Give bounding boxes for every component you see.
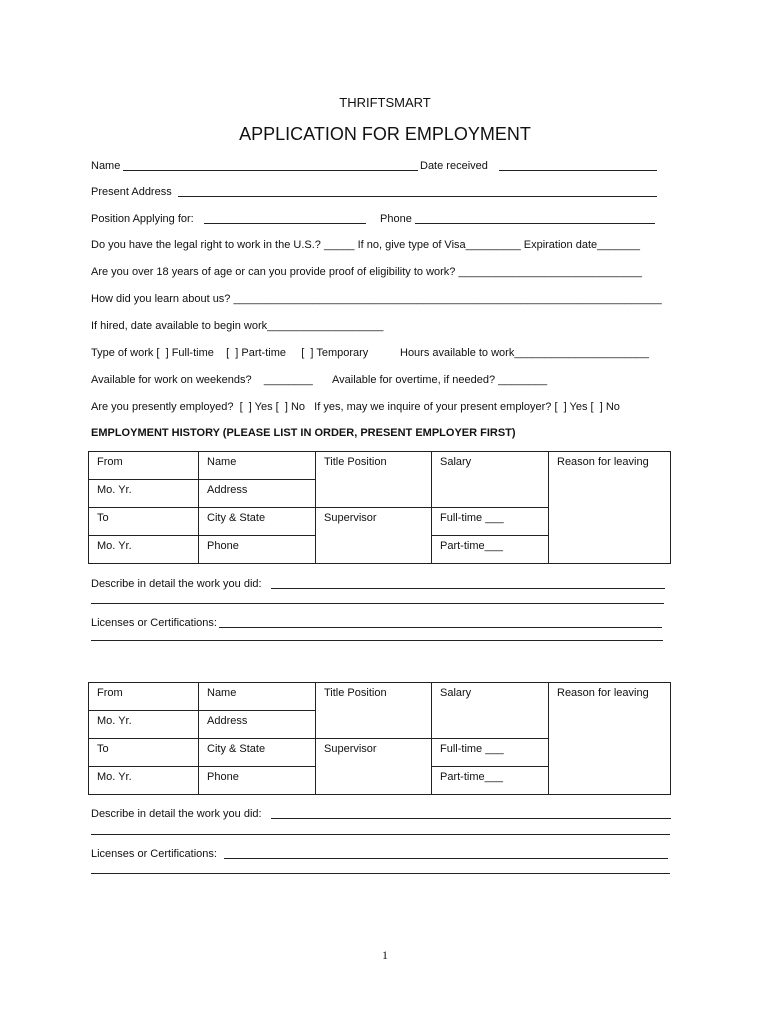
- part-time-cell[interactable]: Part-time___: [432, 767, 549, 795]
- supervisor-cell[interactable]: Supervisor: [316, 508, 432, 564]
- position-label: Position Applying for:: [91, 213, 194, 225]
- over-18-question[interactable]: Are you over 18 years of age or can you provide proof of eligibility to work? ______________________________: [91, 266, 643, 278]
- licenses-field[interactable]: [219, 627, 662, 628]
- describe-work-line[interactable]: [91, 603, 664, 604]
- from-mo-yr-cell[interactable]: Mo. Yr.: [89, 711, 199, 739]
- address-cell[interactable]: Address: [199, 711, 316, 739]
- phone-label: Phone: [380, 213, 412, 225]
- to-mo-yr-cell[interactable]: Mo. Yr.: [89, 536, 199, 564]
- describe-work-label: Describe in detail the work you did:: [91, 808, 262, 820]
- position-field[interactable]: [204, 223, 366, 224]
- to-mo-yr-cell[interactable]: Mo. Yr.: [89, 767, 199, 795]
- learn-about-question[interactable]: How did you learn about us? ______________________________________________________________________: [91, 293, 662, 305]
- name-label: Name: [91, 160, 121, 172]
- full-time-cell[interactable]: Full-time ___: [432, 739, 549, 767]
- overtime-question[interactable]: Available for overtime, if needed? ________: [332, 374, 548, 386]
- form-title: APPLICATION FOR EMPLOYMENT: [239, 124, 531, 144]
- to-cell[interactable]: To: [89, 739, 199, 767]
- employment-history-table-1: [88, 451, 671, 564]
- describe-work-field[interactable]: [271, 588, 665, 589]
- employer-name-cell[interactable]: Name: [199, 452, 316, 480]
- date-received-label: Date received: [420, 160, 488, 172]
- page-number: 1: [382, 948, 388, 962]
- licenses-label: Licenses or Certifications:: [91, 848, 217, 860]
- part-time-cell[interactable]: Part-time___: [432, 536, 549, 564]
- phone-field[interactable]: [415, 223, 655, 224]
- from-cell[interactable]: From: [89, 683, 199, 711]
- reason-for-leaving-cell[interactable]: Reason for leaving: [549, 452, 671, 564]
- weekends-question[interactable]: Available for work on weekends? ________: [91, 374, 313, 386]
- employer-phone-cell[interactable]: Phone: [199, 536, 316, 564]
- present-address-field[interactable]: [178, 196, 657, 197]
- describe-work-field[interactable]: [271, 818, 671, 819]
- hours-available-field[interactable]: Hours available to work______________________: [400, 347, 649, 359]
- from-cell[interactable]: From: [89, 452, 199, 480]
- date-available-question[interactable]: If hired, date available to begin work___________________: [91, 320, 384, 332]
- present-address-label: Present Address: [91, 186, 172, 198]
- reason-for-leaving-cell[interactable]: Reason for leaving: [549, 683, 671, 795]
- full-time-cell[interactable]: Full-time ___: [432, 508, 549, 536]
- city-state-cell[interactable]: City & State: [199, 739, 316, 767]
- date-received-field[interactable]: [499, 170, 657, 171]
- describe-work-line[interactable]: [91, 834, 670, 835]
- employer-name-cell[interactable]: Name: [199, 683, 316, 711]
- city-state-cell[interactable]: City & State: [199, 508, 316, 536]
- title-position-cell[interactable]: Title Position: [316, 683, 432, 739]
- to-cell[interactable]: To: [89, 508, 199, 536]
- salary-cell[interactable]: Salary: [432, 452, 549, 508]
- salary-cell[interactable]: Salary: [432, 683, 549, 739]
- employment-history-table-2: [88, 682, 671, 795]
- licenses-line[interactable]: [91, 640, 663, 641]
- name-field[interactable]: [123, 170, 418, 171]
- type-of-work-options[interactable]: Type of work [ ] Full-time [ ] Part-time [ ] Temporary: [91, 347, 369, 359]
- licenses-line[interactable]: [91, 873, 670, 874]
- from-mo-yr-cell[interactable]: Mo. Yr.: [89, 480, 199, 508]
- describe-work-label: Describe in detail the work you did:: [91, 578, 262, 590]
- employment-history-heading: EMPLOYMENT HISTORY (PLEASE LIST IN ORDER, PRESENT EMPLOYER FIRST): [91, 427, 516, 439]
- licenses-label: Licenses or Certifications:: [91, 617, 217, 629]
- company-name: THRIFTSMART: [339, 95, 431, 110]
- address-cell[interactable]: Address: [199, 480, 316, 508]
- presently-employed-question[interactable]: Are you presently employed? [ ] Yes [ ] No If yes, may we inquire of your present employer? [ ] Yes [ ] No: [91, 401, 620, 413]
- legal-right-question[interactable]: Do you have the legal right to work in the U.S.? _____ If no, give type of Visa_________ Expiration date_______: [91, 239, 640, 251]
- title-position-cell[interactable]: Title Position: [316, 452, 432, 508]
- licenses-field[interactable]: [224, 858, 668, 859]
- employer-phone-cell[interactable]: Phone: [199, 767, 316, 795]
- supervisor-cell[interactable]: Supervisor: [316, 739, 432, 795]
